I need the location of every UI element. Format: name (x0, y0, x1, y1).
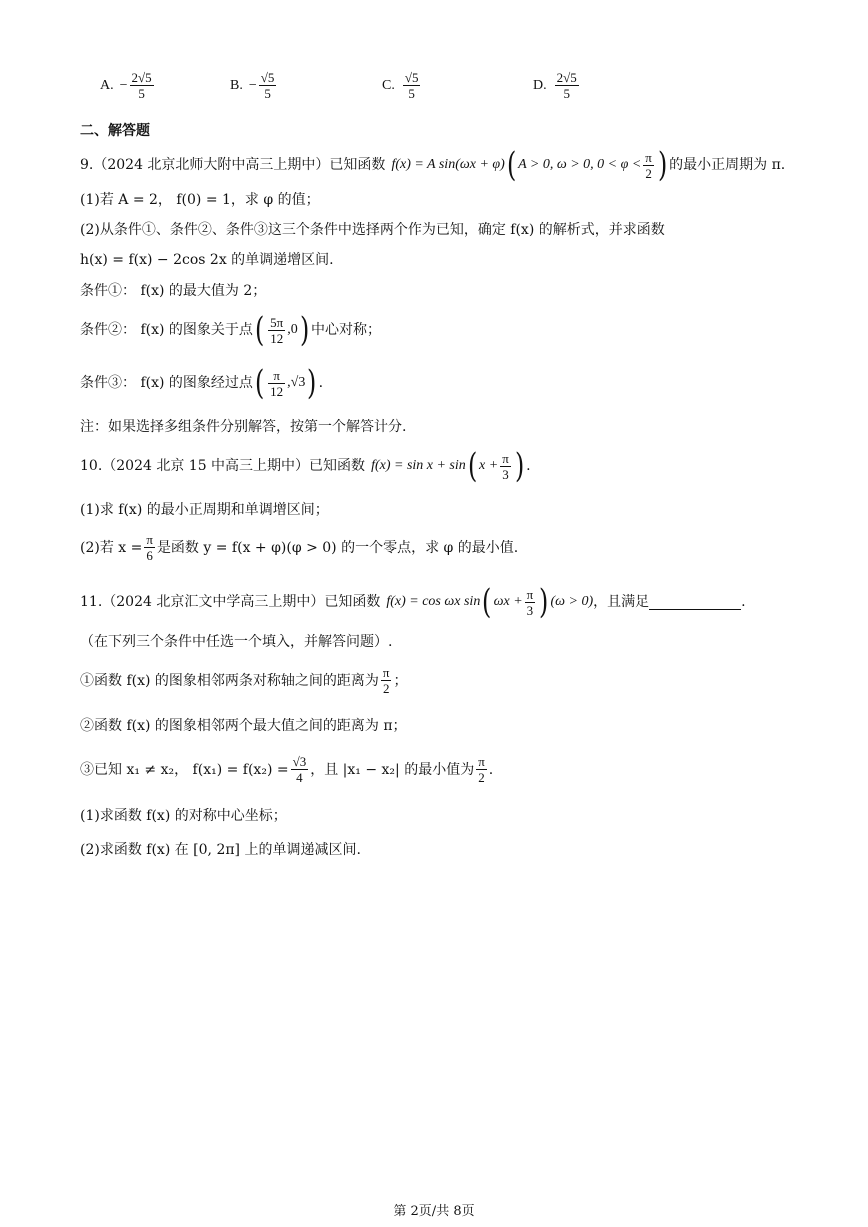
left-paren: ( (467, 446, 478, 486)
q11-o3-text: ③已知 x₁ ≠ x₂， f(x₁) = f(x₂) = (80, 761, 289, 778)
choice-letter: D. (533, 77, 547, 93)
denominator: 3 (502, 466, 509, 482)
right-paren: ) (299, 310, 310, 350)
left-paren: ( (254, 310, 265, 350)
right-paren: ) (539, 582, 549, 622)
q11-part2: (2)求函数 f(x) 在 [0, 2π] 上的单调递减区间. (80, 842, 361, 858)
denominator: 2 (478, 770, 485, 785)
q9-suffix: 的最小正周期为 π. (669, 157, 786, 173)
q9-stem (80, 145, 786, 185)
q11-option2: ②函数 f(x) 的图象相邻两个最大值之间的距离为 π； (80, 718, 407, 734)
choice-letter: A. (100, 77, 114, 93)
choice-letter: C. (382, 77, 395, 93)
q9-cond-fraction (643, 150, 654, 181)
choice-fraction (130, 70, 154, 101)
q9-c2-post: 中心对称； (311, 322, 382, 338)
q10-p2-fraction (144, 532, 155, 563)
numerator: π (478, 754, 485, 769)
q10-p2-post: 是函数 y = f(x + φ)(φ > 0) 的一个零点，求 φ 的最小值. (156, 539, 519, 556)
choice-sign: − (248, 77, 257, 93)
q9-part1: (1)若 A = 2， f(0) = 1，求 φ 的值； (80, 192, 320, 208)
q11-o1-post: ； (393, 672, 408, 689)
right-paren: ) (514, 446, 525, 486)
q11-o1-text: ①函数 f(x) 的图象相邻两条对称轴之间的距离为 (80, 672, 379, 689)
q10-prefix: 10.（2024 北京 15 中高三上期中）已知函数 (80, 458, 366, 474)
q11-func: f(x) = cos ωx sin (386, 594, 481, 609)
q9-func: f(x) = A sin(ωx + φ) (391, 157, 505, 172)
denominator: 5 (138, 86, 145, 101)
choice-fraction (259, 70, 277, 101)
denominator: 5 (563, 86, 570, 101)
q11-post2: . (741, 594, 746, 610)
left-paren: ( (506, 145, 517, 185)
q9-c3-tail: ,√3 (287, 375, 306, 390)
q9-c3-text: 条件③： f(x) 的图象经过点 (80, 375, 253, 391)
q9-note: 注：如果选择多组条件分别解答，按第一个解答计分. (80, 419, 407, 435)
numerator: √5 (260, 70, 275, 85)
denominator: 5 (264, 86, 271, 101)
numerator: π (526, 586, 534, 602)
q9-c3-post: . (318, 375, 324, 391)
q9-part2-line2: h(x) = f(x) − 2cos 2x 的单调递增区间. (80, 252, 334, 268)
denominator: 6 (146, 548, 153, 563)
q10-part1: (1)求 f(x) 的最小正周期和单调增区间； (80, 502, 329, 518)
q11-option1 (80, 665, 407, 696)
q10-fraction (500, 451, 511, 482)
denominator: 5 (408, 86, 415, 101)
q10-stem (80, 446, 531, 486)
q11-instruction: （在下列三个条件中任选一个填入，并解答问题）. (80, 634, 393, 650)
choice-fraction (403, 70, 421, 101)
choice-letter: B. (230, 77, 243, 93)
section-title: 二、解答题 (80, 123, 150, 139)
q11-option3 (80, 754, 493, 785)
q11-o3-fraction2 (476, 754, 487, 785)
q9-condition1: 条件①： f(x) 的最大值为 2； (80, 283, 267, 299)
q9-condition2 (80, 310, 382, 350)
q9-cond: A > 0, ω > 0, 0 < φ < (518, 157, 642, 172)
denominator: 12 (270, 383, 284, 399)
denominator: 3 (526, 602, 534, 618)
q9-c2-tail: ,0 (287, 322, 298, 337)
page-footer: 第 2页/共 8页 (393, 1204, 475, 1219)
choice-b[interactable] (230, 70, 278, 101)
choice-d[interactable] (533, 70, 581, 101)
numerator: π (502, 450, 509, 466)
denominator: 12 (270, 330, 284, 346)
q11-stem (80, 582, 746, 622)
q11-o3-fraction (291, 754, 309, 785)
choice-sign: − (119, 77, 128, 93)
q10-p2-pre: (2)若 x = (80, 539, 143, 556)
numerator: π (645, 149, 652, 165)
q9-c3-fraction (268, 368, 285, 399)
choice-a[interactable] (100, 70, 156, 101)
q9-part2-line1: (2)从条件①、条件②、条件③这三个条件中选择两个作为已知，确定 f(x) 的解析式，并求函数 (80, 222, 665, 238)
left-paren: ( (254, 363, 265, 403)
q11-post: ，且满足 (593, 594, 650, 610)
q9-prefix: 9.（2024 北京北师大附中高三上期中）已知函数 (80, 157, 386, 173)
denominator: 4 (296, 770, 303, 785)
numerator: π (268, 368, 285, 384)
choice-fraction (555, 70, 579, 101)
denominator: 2 (382, 681, 390, 696)
answer-blank[interactable] (649, 595, 741, 610)
numerator: √3 (292, 754, 307, 769)
numerator: √5 (404, 70, 419, 85)
q11-inner: ωx + (493, 594, 523, 609)
q11-part1: (1)求函数 f(x) 的对称中心坐标； (80, 808, 287, 824)
q9-condition3 (80, 363, 324, 403)
numerator: π (146, 532, 153, 547)
q10-func: f(x) = sin x + sin (371, 458, 466, 473)
right-paren: ) (657, 145, 668, 185)
numerator: 2√5 (556, 70, 577, 85)
q11-prefix: 11.（2024 北京汇文中学高三上期中）已知函数 (80, 594, 381, 610)
q10-post: . (526, 458, 531, 474)
q11-o3-post: . (488, 761, 494, 778)
right-paren: ) (307, 363, 317, 403)
q9-c2-text: 条件②： f(x) 的图象关于点 (80, 322, 253, 338)
numerator: 2√5 (131, 70, 152, 85)
q11-o3-mid: ，且 |x₁ − x₂| 的最小值为 (310, 761, 475, 778)
choice-c[interactable] (382, 70, 422, 101)
q11-fraction (525, 587, 536, 618)
q10-part2 (80, 532, 518, 563)
q10-inner: x + (479, 458, 499, 473)
denominator: 2 (645, 165, 652, 181)
q9-c2-fraction (268, 315, 285, 346)
q11-cond: (ω > 0) (550, 594, 594, 609)
numerator: 5π (270, 314, 284, 330)
numerator: π (382, 665, 390, 680)
q11-o1-fraction (381, 665, 392, 696)
left-paren: ( (482, 582, 492, 622)
